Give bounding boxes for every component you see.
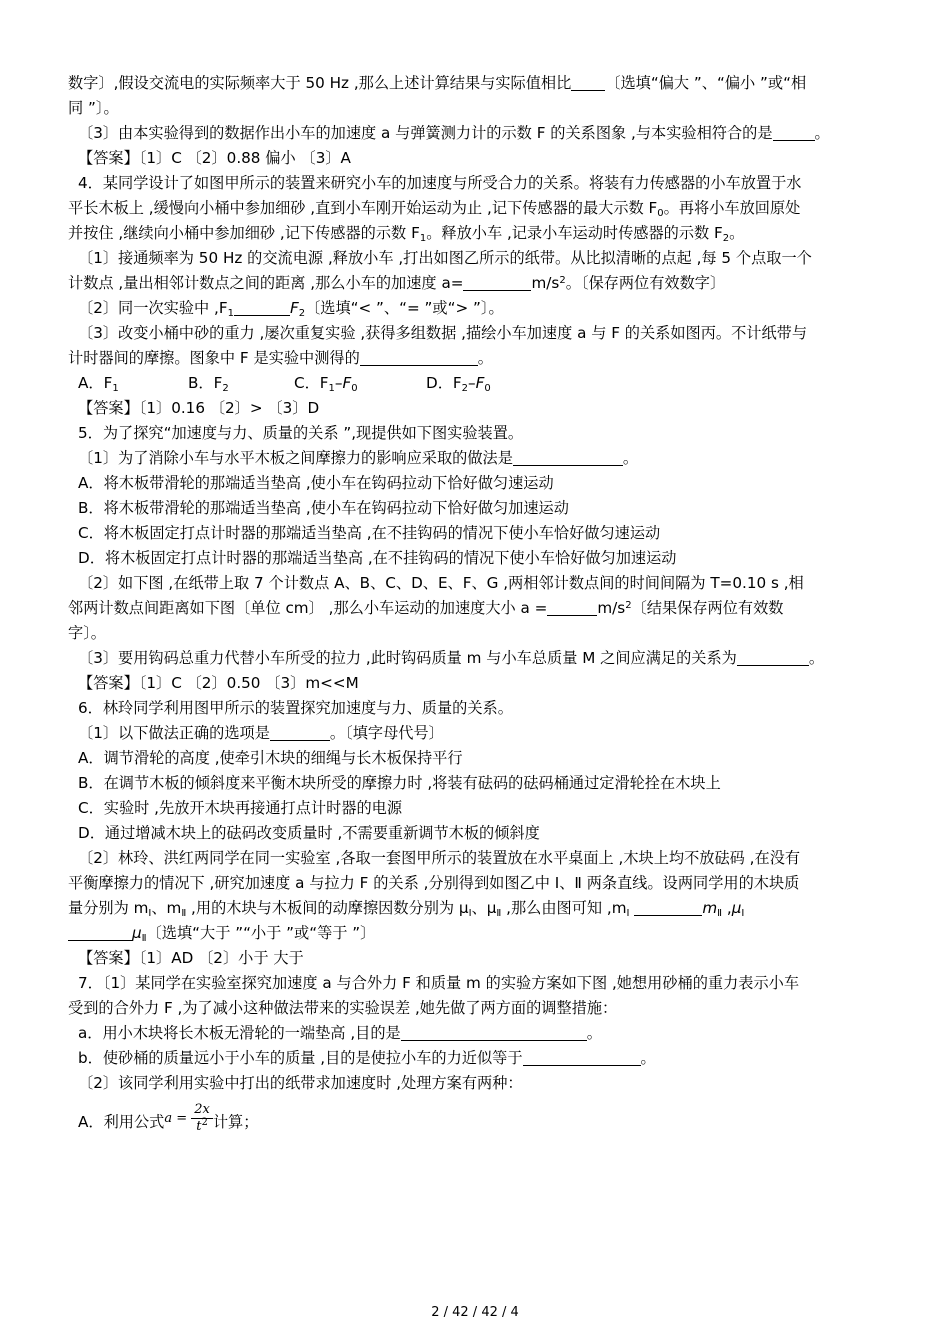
q4-part3-line1: 〔3〕改变小桶中砂的重力 ,屡次重复实验 ,获得多组数据 ,描绘小车加速度 a 与 F 的关系如图丙。不计纸带与 [78, 324, 808, 342]
q5-answer: 【答案】〔1〕C 〔2〕0.50 〔3〕m<<M [78, 674, 359, 692]
q3-answer: 【答案】〔1〕C 〔2〕0.88 偏小 〔3〕A [78, 149, 351, 167]
q6-part2-line2: 平衡摩擦力的情况下 ,研究加速度 a 与拉力 F 的关系 ,分别得到如图乙中 Ⅰ、Ⅱ 两条直线。设两同学用的木块质 [68, 874, 800, 892]
q7-blank-purpose[interactable] [401, 1025, 587, 1041]
q4-option-a[interactable]: A．$F_1$ [78, 374, 119, 394]
q6-part2-line1: 〔2〕林玲、洪红两同学在同一实验室 ,各取一套图甲所示的装置放在水平桌面上 ,木块上均不放砝码 ,在没有 [78, 849, 801, 867]
page-footer: 2 / 42 / 42 / 4 [431, 1305, 519, 1320]
q6-part2-line4: $\mu_Ⅱ$〔选填“大于 ”“小于 ”或“等于 ”〕 [68, 921, 888, 946]
q4-blank-compare[interactable] [234, 300, 290, 316]
q4-blank-force[interactable] [360, 350, 478, 366]
q6-part1: 〔1〕以下做法正确的选项是 。〔填字母代号〕 [78, 724, 444, 742]
q7-option-a[interactable]: A．利用公式a = $\frac{2x}{t^2}$ 计算； [68, 1100, 888, 1145]
q6-option-a[interactable]: A．调节滑轮的高度 ,使牵引木块的细绳与长木板保持平行 [78, 749, 463, 767]
q5-option-d[interactable]: D．将木板固定打点计时器的那端适当垫高 ,在不挂钩码的情况下使小车恰好做匀加速运动 [78, 549, 677, 567]
q5-blank-relation[interactable] [737, 650, 809, 666]
q6-stem: 6．林玲同学利用图甲所示的装置探究加速度与力、质量的关系。 [78, 699, 513, 717]
q5-option-c[interactable]: C．将木板固定打点计时器的那端适当垫高 ,在不挂钩码的情况下使小车恰好做匀速运动 [78, 524, 661, 542]
q5-blank-acceleration[interactable] [547, 600, 597, 616]
q7-part2: 〔2〕该同学利用实验中打出的纸带求加速度时 ,处理方案有两种： [78, 1074, 523, 1092]
q5-part3: 〔3〕要用钩码总重力代替小车所受的拉力 ,此时钩码质量 m 与小车总质量 M 之间应满足的关系为 。 [78, 649, 825, 667]
q6-option-d[interactable]: D．通过增减木块上的砝码改变质量时 ,不需要重新调节木板的倾斜度 [78, 824, 540, 842]
q7-stem-line1: 7．〔1〕某同学在实验室探究加速度 a 与合外力 F 和质量 m 的实验方案如下图 ,她想用砂桶的重力表示小车 [78, 974, 800, 992]
q5-part2-line3: 字〕。 [68, 624, 106, 642]
q5-blank-method[interactable] [513, 450, 623, 466]
q6-option-c[interactable]: C．实验时 ,先放开木块再接通打点计时器的电源 [78, 799, 403, 817]
q7-measure-a: a．用小木块将长木板无滑轮的一端垫高 ,目的是 。 [78, 1024, 602, 1042]
q3-part3: 〔3〕由本实验得到的数据作出小车的加速度 a 与弹簧测力计的示数 F 的关系图象 ,与本实验相符合的是 。 [78, 124, 830, 142]
page-content [68, 71, 888, 1145]
q7-measure-b: b．使砂桶的质量远小于小车的质量 ,目的是使拉小车的力近似等于 。 [78, 1049, 656, 1067]
q3-blank-bias[interactable] [571, 75, 605, 91]
formula-acceleration: a = $\frac{2x}{t^2}$ [164, 1097, 213, 1141]
q5-part1: 〔1〕为了消除小车与水平木板之间摩擦力的影响应采取的做法是 。 [78, 449, 639, 467]
q6-answer: 【答案】〔1〕AD 〔2〕小于 大于 [78, 949, 304, 967]
q4-answer: 【答案】〔1〕0.16 〔2〕> 〔3〕D [78, 399, 320, 417]
q4-stem-line2: 平长木板上 ,缓慢向小桶中参加细砂 ,直到小车刚开始运动为止 ,记下传感器的最大示数 $F_0$。再将小车放回原处 [68, 199, 801, 219]
q4-part3-line2: 计时器间的摩擦。图象中 F 是实验中测得的 。 [68, 349, 493, 367]
q4-option-d[interactable]: D．$F_2-F_0$ [426, 374, 491, 394]
q6-option-b[interactable]: B．在调节木板的倾斜度来平衡木块所受的摩擦力时 ,将装有砝码的砝码桶通过定滑轮拴在木块上 [78, 774, 721, 792]
q5-option-b[interactable]: B．将木板带滑轮的那端适当垫高 ,使小车在钩码拉动下恰好做匀加速运动 [78, 499, 569, 517]
q5-part2-line2: 邻两计数点间距离如下图〔单位 cm〕 ,那么小车运动的加速度大小 $a = m/s^2$〔结果保存两位有效数 [68, 599, 784, 617]
q4-stem-line1: 4．某同学设计了如图甲所示的装置来研究小车的加速度与所受合力的关系。将装有力传感器的小车放置于水 [78, 174, 802, 192]
q7-stem-line2: 受到的合外力 F ,为了减小这种做法带来的实验误差 ,她先做了两方面的调整措施： [68, 999, 618, 1017]
q5-stem: 5．为了探究“加速度与力、质量的关系 ”,现提供如下图实验装置。 [78, 424, 524, 442]
q5-part2-line1: 〔2〕如下图 ,在纸带上取 7 个计数点 A、B、C、D、E、F、G ,两相邻计数点间的时间间隔为 T=0.10 s ,相 [78, 574, 804, 592]
q3-line2: 同 ”〕。 [68, 99, 119, 117]
q4-part1-line2: 计数点 ,量出相邻计数点之间的距离 ,那么小车的加速度 $a= m/s^2$。〔保存两位有效数字〕 [68, 274, 726, 292]
q6-blank-mass[interactable] [634, 900, 702, 916]
q4-option-c[interactable]: C．$F_1-F_0$ [294, 374, 358, 394]
q4-options [68, 371, 888, 396]
q6-part2-line3: 量分别为 $m_Ⅰ$、$m_Ⅱ$ ,用的木块与木板间的动摩擦因数分别为 $\mu_Ⅰ$、$\mu_Ⅱ$ ,那么由图可知 $,m_Ⅰ$ $m_Ⅱ$ $,\mu_Ⅰ$ [68, 899, 745, 919]
q6-blank-friction[interactable] [68, 925, 132, 941]
q4-blank-acceleration[interactable] [463, 275, 531, 291]
q4-option-b[interactable]: B．$F_2$ [188, 374, 229, 394]
q3-blank-graph[interactable] [773, 125, 815, 141]
q6-blank-choice[interactable] [270, 725, 330, 741]
q7-blank-force[interactable] [523, 1050, 641, 1066]
q4-stem-line3: 并按住 ,继续向小桶中参加细砂 ,记下传感器的示数 $F_1$。释放小车 ,记录小车运动时传感器的示数 $F_2$。 [68, 224, 745, 244]
q4-part2: 〔2〕同一次实验中 $,F_1$ $F_2$〔选填“< ”、“= ”或“> ”〕。 [78, 299, 504, 319]
q3-line1: 数字〕,假设交流电的实际频率大于 50 Hz ,那么上述计算结果与实际值相比 〔选填“偏大 ”、“偏小 ”或“相 [68, 74, 807, 92]
q4-part1-line1: 〔1〕接通频率为 50 Hz 的交流电源 ,释放小车 ,打出如图乙所示的纸带。从比拟清晰的点起 ,每 5 个点取一个 [78, 249, 812, 267]
q5-option-a[interactable]: A．将木板带滑轮的那端适当垫高 ,使小车在钩码拉动下恰好做匀速运动 [78, 474, 554, 492]
